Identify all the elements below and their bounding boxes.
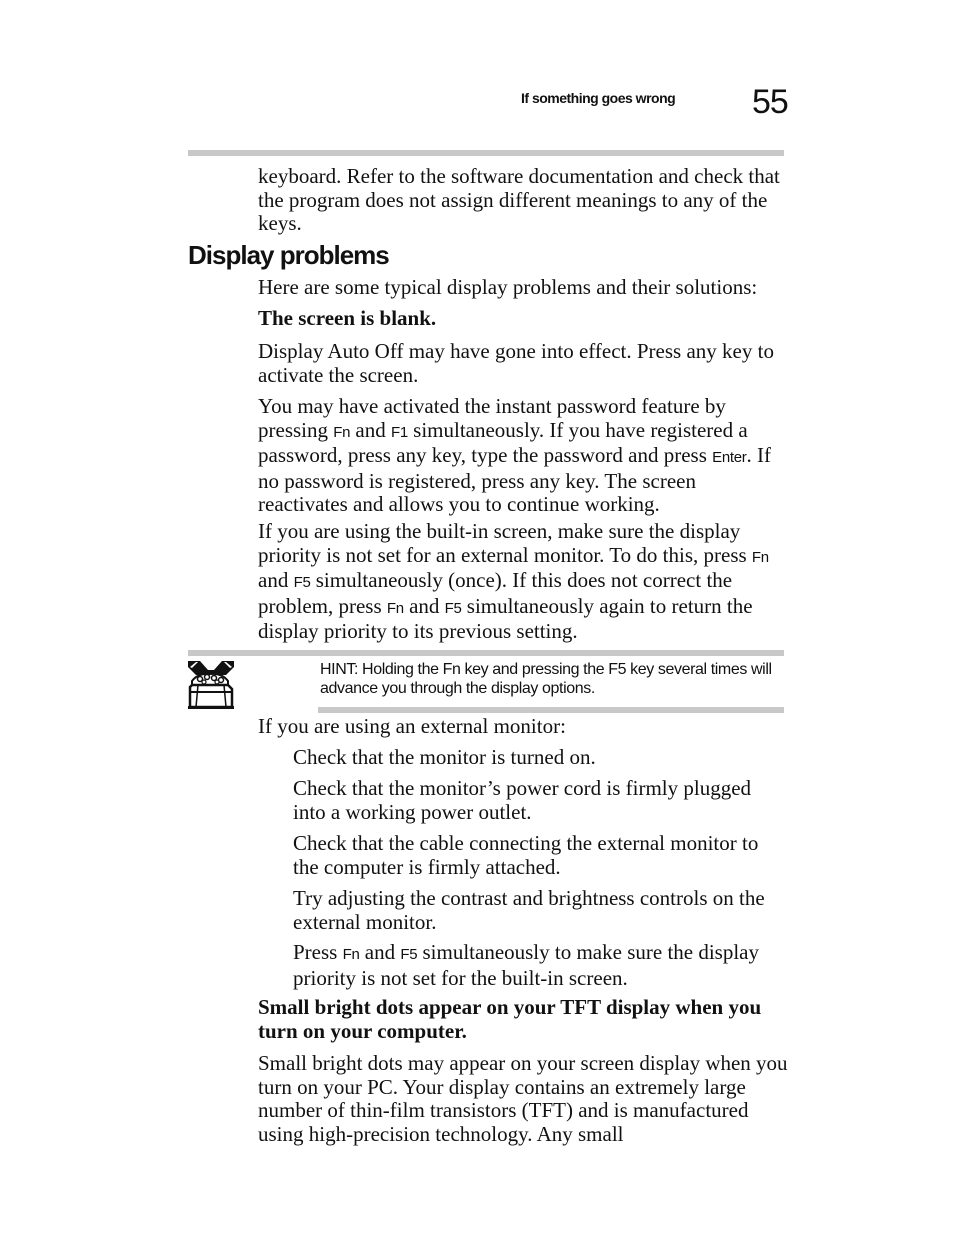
password-text-1: You may have activated the instant password feature by pressing bbox=[258, 394, 726, 442]
password-text-2: simultaneously. If you have registered a password, press any key, type the password and press bbox=[258, 417, 748, 467]
builtin-text-3: simultaneously again to return the display priority to its previous setting. bbox=[258, 593, 753, 643]
lead-paragraph: Here are some typical display problems and their solutions: bbox=[258, 275, 758, 299]
section-heading: Display problems bbox=[188, 240, 389, 270]
hint-rule-bottom bbox=[318, 707, 784, 713]
builtin-screen-paragraph bbox=[258, 520, 788, 644]
builtin-text-2: simultaneously (once). If this does not correct the problem, press bbox=[258, 568, 733, 618]
hint-text: HINT: Holding the Fn key and pressing the F5 key several times will advance you through the display options. bbox=[320, 661, 772, 697]
running-head: If something goes wrong bbox=[521, 90, 676, 106]
bullet-5-text-1: Press bbox=[293, 940, 338, 964]
page-number: 55 bbox=[752, 83, 788, 121]
list-item: Check that the cable connecting the external monitor to the computer is firmly attached. bbox=[293, 831, 759, 879]
key-fn: Fn bbox=[386, 599, 404, 617]
key-f5: F5 bbox=[444, 599, 462, 617]
header-rule bbox=[188, 150, 784, 156]
key-fn: Fn bbox=[751, 548, 769, 566]
bright-dots-paragraph: Small bright dots may appear on your screen display when you turn on your PC. Your display contains an extremely large number of thin-film transistors (TFT) and is manufactured using high-precision technology. Any small bbox=[258, 1051, 788, 1146]
password-and: and bbox=[355, 417, 386, 442]
key-f1: F1 bbox=[390, 423, 408, 441]
list-item bbox=[293, 941, 788, 990]
builtin-and-2: and bbox=[409, 593, 440, 618]
external-monitor-lead: If you are using an external monitor: bbox=[258, 714, 566, 738]
builtin-and: and bbox=[258, 568, 289, 592]
blank-screen-heading: The screen is blank. bbox=[258, 306, 437, 330]
key-fn: Fn bbox=[333, 423, 351, 441]
list-item: Try adjusting the contrast and brightness controls on the external monitor. bbox=[293, 886, 765, 934]
list-item: Check that the monitor’s power cord is firmly plugged into a working power outlet. bbox=[293, 776, 752, 824]
list-item: Check that the monitor is turned on. bbox=[293, 745, 596, 769]
bullet-5-text-2: simultaneously to make sure the display priority is not set for the built-in screen. bbox=[293, 940, 760, 990]
treasure-chest-icon bbox=[188, 661, 234, 709]
auto-off-paragraph: Display Auto Off may have gone into effect. Press any key to activate the screen. bbox=[258, 339, 774, 387]
builtin-text-1: If you are using the built-in screen, make sure the display priority is not set for an external monitor. To do this, press bbox=[258, 519, 747, 567]
intro-continuation: keyboard. Refer to the software documentation and check that the program does not assign different meanings to any of the keys. bbox=[258, 164, 780, 235]
password-text-3: . If no password is registered, press any key. The screen reactivates and allows you to continue working. bbox=[258, 443, 771, 516]
bright-dots-heading: Small bright dots appear on your TFT display when you turn on your computer. bbox=[258, 995, 762, 1043]
hint-rule-top bbox=[188, 650, 784, 656]
key-f5: F5 bbox=[293, 574, 311, 591]
key-f5: F5 bbox=[400, 946, 418, 963]
key-enter: Enter bbox=[712, 449, 747, 466]
bullet-5-and: and bbox=[364, 940, 396, 964]
key-fn: Fn bbox=[342, 946, 360, 963]
password-paragraph bbox=[258, 395, 788, 517]
